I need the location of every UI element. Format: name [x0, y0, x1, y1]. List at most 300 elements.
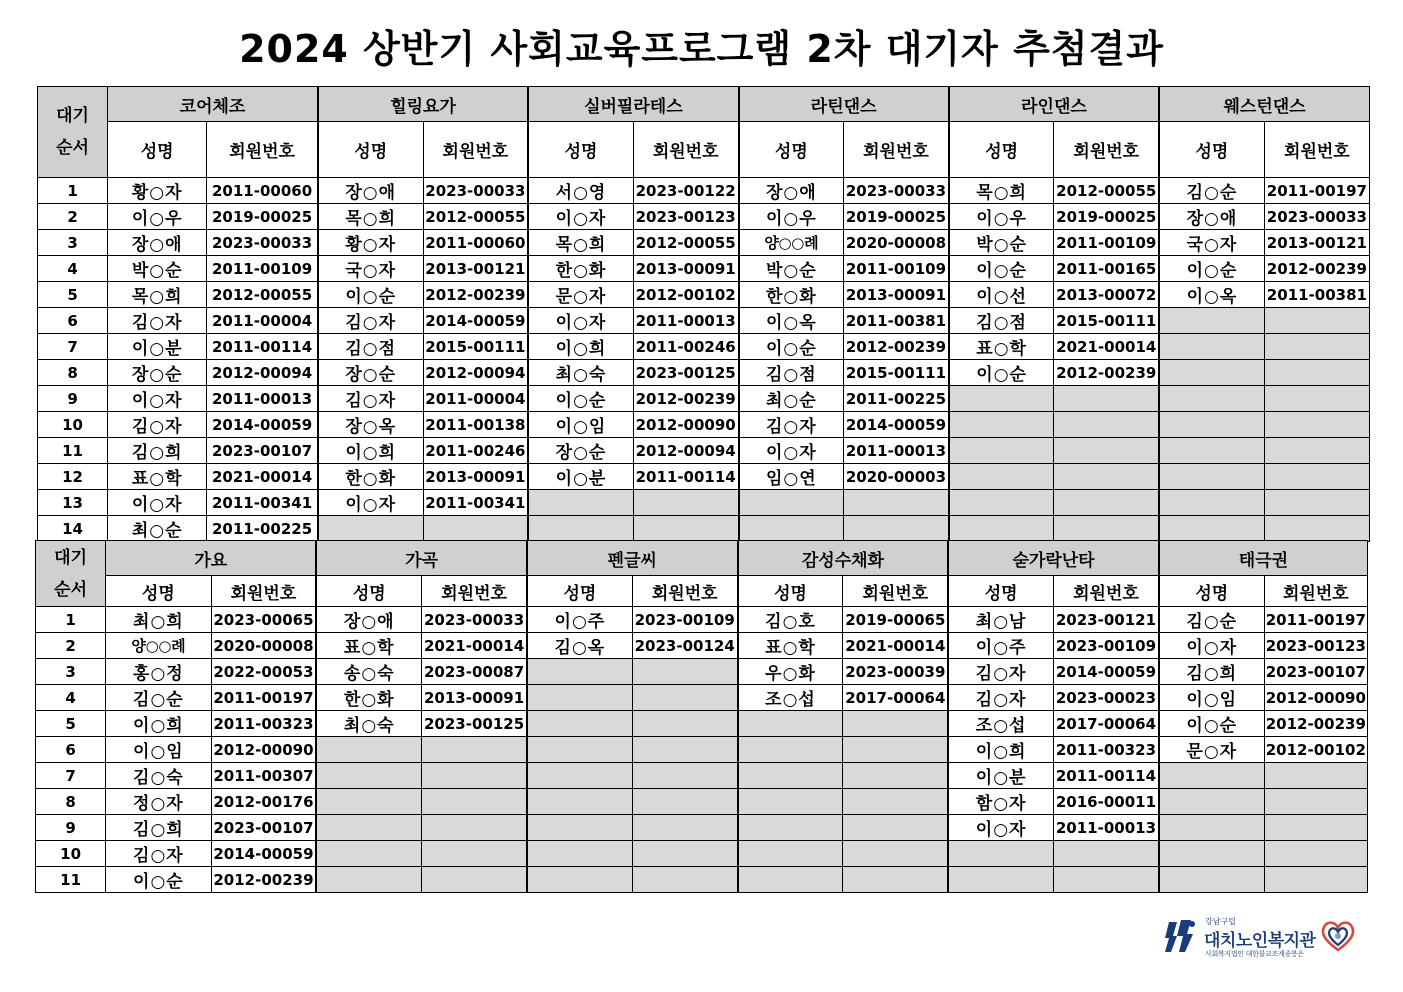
applicant-name: 장○애 [739, 178, 844, 204]
table-row [38, 230, 1370, 256]
table-row [36, 867, 1368, 893]
empty-cell [1054, 867, 1159, 893]
member-number: 2012-00102 [633, 282, 738, 308]
program-name: 가요 [106, 541, 317, 576]
empty-cell [1264, 334, 1369, 360]
member-number: 2011-00060 [207, 178, 318, 204]
member-number: 2012-00094 [423, 360, 528, 386]
logo-corporation: 사회복지법인 대한불교조계종봉은 [1205, 950, 1304, 958]
table-row [36, 711, 1368, 737]
member-number: 2014-00059 [211, 841, 316, 867]
name-column-header: 성명 [948, 576, 1053, 607]
wait-order: 7 [36, 763, 106, 789]
member-number: 2013-00121 [1264, 230, 1369, 256]
wait-order: 5 [38, 282, 108, 308]
empty-cell [1264, 438, 1369, 464]
empty-cell [1264, 412, 1369, 438]
empty-cell [739, 490, 844, 516]
empty-cell [422, 867, 527, 893]
member-number: 2011-00246 [633, 334, 738, 360]
empty-cell [632, 711, 737, 737]
empty-cell [1264, 867, 1367, 893]
applicant-name: 김○자 [106, 841, 211, 867]
member-number: 2023-00033 [423, 178, 528, 204]
applicant-name: 황○자 [108, 178, 207, 204]
member-no-column-header: 회원번호 [843, 576, 948, 607]
applicant-name: 김○자 [318, 308, 423, 334]
member-no-column-header: 회원번호 [844, 122, 949, 178]
applicant-name: 이○옥 [1159, 282, 1264, 308]
table-row [36, 815, 1368, 841]
applicant-name: 이○순 [1159, 256, 1264, 282]
member-number: 2019-00025 [1054, 204, 1159, 230]
table-row [36, 685, 1368, 711]
empty-cell [1264, 841, 1367, 867]
applicant-name: 김○숙 [106, 763, 211, 789]
empty-cell [949, 490, 1054, 516]
member-number: 2023-00121 [1054, 607, 1159, 633]
member-number: 2021-00014 [422, 633, 527, 659]
member-number: 2023-00065 [211, 607, 316, 633]
member-number: 2023-00033 [1264, 204, 1369, 230]
applicant-name: 이○옥 [739, 308, 844, 334]
empty-cell [316, 867, 421, 893]
wait-order: 8 [36, 789, 106, 815]
empty-cell [1159, 386, 1264, 412]
applicant-name: 홍○정 [106, 659, 211, 685]
page-title: 2024 상반기 사회교육프로그램 2차 대기자 추첨결과 [239, 27, 1164, 71]
applicant-name: 양○○례 [106, 633, 211, 659]
empty-cell [1159, 815, 1264, 841]
table-row [38, 308, 1370, 334]
wait-order: 11 [38, 438, 108, 464]
empty-cell [738, 737, 843, 763]
table-row [38, 516, 1370, 542]
empty-cell [316, 841, 421, 867]
wait-order: 12 [38, 464, 108, 490]
member-number: 2011-00109 [844, 256, 949, 282]
empty-cell [1264, 490, 1369, 516]
member-number: 2017-00064 [843, 685, 948, 711]
program-name: 실버필라테스 [528, 87, 738, 122]
applicant-name: 김○자 [948, 659, 1053, 685]
member-number: 2014-00059 [844, 412, 949, 438]
member-number: 2014-00059 [207, 412, 318, 438]
member-number: 2021-00014 [1054, 334, 1159, 360]
member-number: 2023-00107 [211, 815, 316, 841]
empty-cell [949, 438, 1054, 464]
applicant-name: 황○자 [318, 230, 423, 256]
applicant-name: 이○희 [318, 438, 423, 464]
empty-cell [1159, 789, 1264, 815]
applicant-name: 이○자 [528, 308, 633, 334]
applicant-name: 표○학 [316, 633, 421, 659]
member-number: 2023-00124 [632, 633, 737, 659]
empty-cell [1054, 412, 1159, 438]
member-number: 2012-00239 [844, 334, 949, 360]
member-no-column-header: 회원번호 [632, 576, 737, 607]
program-name: 라인댄스 [949, 87, 1159, 122]
empty-cell [844, 516, 949, 542]
member-number: 2023-00033 [207, 230, 318, 256]
empty-cell [949, 516, 1054, 542]
applicant-name: 국○자 [1159, 230, 1264, 256]
empty-cell [527, 841, 632, 867]
applicant-name: 조○섭 [738, 685, 843, 711]
applicant-name: 한○화 [739, 282, 844, 308]
member-no-column-header: 회원번호 [1054, 122, 1159, 178]
empty-cell [1159, 867, 1264, 893]
empty-cell [422, 789, 527, 815]
member-number: 2012-00094 [207, 360, 318, 386]
member-no-column-header: 회원번호 [1264, 576, 1367, 607]
member-number: 2011-00114 [633, 464, 738, 490]
heart-icon [1320, 919, 1356, 953]
table-row [36, 607, 1368, 633]
member-number: 2012-00176 [211, 789, 316, 815]
applicant-name: 조○섭 [948, 711, 1053, 737]
applicant-name: 표○학 [949, 334, 1054, 360]
empty-cell [738, 789, 843, 815]
applicant-name: 이○순 [106, 867, 211, 893]
applicant-name: 김○자 [108, 308, 207, 334]
logo-org-name: 대치노인복지관 [1204, 931, 1316, 951]
order-header-line: 대기 [56, 106, 89, 126]
applicant-name: 표○학 [738, 633, 843, 659]
name-column-header: 성명 [1159, 122, 1264, 178]
empty-cell [632, 841, 737, 867]
empty-cell [843, 867, 948, 893]
member-number: 2015-00111 [1054, 308, 1159, 334]
member-number: 2019-00025 [844, 204, 949, 230]
member-number: 2011-00225 [207, 516, 318, 542]
applicant-name: 이○순 [949, 360, 1054, 386]
applicant-name: 이○주 [527, 607, 632, 633]
member-no-column-header: 회원번호 [633, 122, 738, 178]
empty-cell [632, 789, 737, 815]
name-column-header: 성명 [318, 122, 423, 178]
logo-district: 강남구립 [1205, 917, 1236, 926]
empty-cell [738, 841, 843, 867]
name-column-header: 성명 [316, 576, 421, 607]
member-number: 2012-00239 [1264, 711, 1367, 737]
wait-order: 10 [36, 841, 106, 867]
applicant-name: 김○희 [108, 438, 207, 464]
member-number: 2012-00102 [1264, 737, 1367, 763]
program-name: 펜글씨 [527, 541, 738, 576]
member-number: 2013-00091 [633, 256, 738, 282]
applicant-name: 이○분 [948, 763, 1053, 789]
member-number: 2013-00091 [423, 464, 528, 490]
applicant-name: 함○자 [948, 789, 1053, 815]
wait-order: 3 [38, 230, 108, 256]
member-number: 2023-00107 [1264, 659, 1367, 685]
member-number: 2011-00307 [211, 763, 316, 789]
empty-cell [527, 815, 632, 841]
table-row [36, 763, 1368, 789]
empty-cell [1159, 334, 1264, 360]
table-row [38, 490, 1370, 516]
empty-cell [422, 815, 527, 841]
member-number: 2011-00109 [207, 256, 318, 282]
wait-order: 11 [36, 867, 106, 893]
applicant-name: 김○점 [318, 334, 423, 360]
member-number: 2012-00055 [1054, 178, 1159, 204]
member-number: 2023-00039 [843, 659, 948, 685]
name-column-header: 성명 [528, 122, 633, 178]
member-number: 2012-00094 [633, 438, 738, 464]
member-number: 2011-00114 [207, 334, 318, 360]
member-no-column-header: 회원번호 [207, 122, 318, 178]
applicant-name: 이○자 [318, 490, 423, 516]
applicant-name: 이○희 [528, 334, 633, 360]
applicant-name: 장○옥 [318, 412, 423, 438]
applicant-name: 김○희 [106, 815, 211, 841]
empty-cell [1159, 438, 1264, 464]
waitlist-table-top [37, 86, 1370, 542]
applicant-name: 이○우 [949, 204, 1054, 230]
member-number: 2022-00053 [211, 659, 316, 685]
wait-order: 6 [38, 308, 108, 334]
empty-cell [1264, 789, 1367, 815]
applicant-name: 장○애 [1159, 204, 1264, 230]
empty-cell [738, 815, 843, 841]
applicant-name: 이○우 [739, 204, 844, 230]
empty-cell [949, 412, 1054, 438]
member-number: 2011-00013 [207, 386, 318, 412]
applicant-name: 장○순 [108, 360, 207, 386]
empty-cell [1264, 360, 1369, 386]
member-number: 2011-00004 [207, 308, 318, 334]
table-row [36, 789, 1368, 815]
applicant-name: 김○순 [1159, 607, 1264, 633]
empty-cell [527, 685, 632, 711]
empty-cell [632, 867, 737, 893]
name-column-header: 성명 [106, 576, 211, 607]
name-column-header: 성명 [738, 576, 843, 607]
member-no-column-header: 회원번호 [211, 576, 316, 607]
program-name: 가곡 [316, 541, 527, 576]
empty-cell [949, 386, 1054, 412]
applicant-name: 김○희 [1159, 659, 1264, 685]
empty-cell [1264, 763, 1367, 789]
applicant-name: 이○희 [106, 711, 211, 737]
member-number: 2011-00381 [1264, 282, 1369, 308]
table-row [38, 464, 1370, 490]
order-header-line: 대기 [54, 547, 88, 568]
empty-cell [1159, 841, 1264, 867]
applicant-name: 이○임 [106, 737, 211, 763]
applicant-name: 서○영 [528, 178, 633, 204]
applicant-name: 이○선 [949, 282, 1054, 308]
wait-order: 6 [36, 737, 106, 763]
member-number: 2011-00225 [844, 386, 949, 412]
applicant-name: 김○점 [949, 308, 1054, 334]
empty-cell [843, 711, 948, 737]
empty-cell [1054, 464, 1159, 490]
applicant-name: 김○호 [738, 607, 843, 633]
empty-cell [318, 516, 423, 542]
member-number: 2023-00107 [207, 438, 318, 464]
member-number: 2011-00323 [211, 711, 316, 737]
table-row [36, 633, 1368, 659]
applicant-name: 장○순 [318, 360, 423, 386]
member-number: 2011-00246 [423, 438, 528, 464]
empty-cell [633, 490, 738, 516]
empty-cell [422, 763, 527, 789]
member-number: 2011-00138 [423, 412, 528, 438]
empty-cell [949, 464, 1054, 490]
member-number: 2023-00033 [844, 178, 949, 204]
empty-cell [738, 711, 843, 737]
empty-cell [632, 815, 737, 841]
member-number: 2023-00033 [422, 607, 527, 633]
empty-cell [843, 763, 948, 789]
wait-order: 9 [36, 815, 106, 841]
name-column-header: 성명 [527, 576, 632, 607]
applicant-name: 김○자 [948, 685, 1053, 711]
empty-cell [1054, 516, 1159, 542]
applicant-name: 김○옥 [527, 633, 632, 659]
program-header-row [36, 541, 1368, 576]
member-number: 2020-00008 [211, 633, 316, 659]
member-number: 2013-00091 [844, 282, 949, 308]
wait-order: 8 [38, 360, 108, 386]
member-number: 2023-00125 [633, 360, 738, 386]
applicant-name: 이○자 [1159, 633, 1264, 659]
applicant-name: 정○자 [106, 789, 211, 815]
member-no-column-header: 회원번호 [422, 576, 527, 607]
applicant-name: 한○화 [528, 256, 633, 282]
empty-cell [527, 789, 632, 815]
member-number: 2012-00239 [633, 386, 738, 412]
applicant-name: 이○분 [528, 464, 633, 490]
member-number: 2020-00008 [844, 230, 949, 256]
applicant-name: 문○자 [1159, 737, 1264, 763]
empty-cell [1054, 841, 1159, 867]
empty-cell [738, 763, 843, 789]
member-number: 2011-00004 [423, 386, 528, 412]
member-number: 2012-00055 [633, 230, 738, 256]
empty-cell [422, 841, 527, 867]
empty-cell [316, 737, 421, 763]
applicant-name: 최○숙 [316, 711, 421, 737]
column-header-row [38, 122, 1370, 178]
member-number: 2023-00125 [422, 711, 527, 737]
name-column-header: 성명 [739, 122, 844, 178]
applicant-name: 목○희 [528, 230, 633, 256]
applicant-name: 최○숙 [528, 360, 633, 386]
empty-cell [527, 737, 632, 763]
member-number: 2011-00323 [1054, 737, 1159, 763]
applicant-name: 송○숙 [316, 659, 421, 685]
name-column-header: 성명 [1159, 576, 1264, 607]
empty-cell [632, 737, 737, 763]
empty-cell [1054, 490, 1159, 516]
applicant-name: 김○자 [108, 412, 207, 438]
logo-mark-icon [1163, 918, 1197, 954]
applicant-name: 임○연 [739, 464, 844, 490]
empty-cell [1264, 815, 1367, 841]
empty-cell [1159, 412, 1264, 438]
empty-cell [843, 789, 948, 815]
applicant-name: 최○순 [739, 386, 844, 412]
wait-order: 4 [36, 685, 106, 711]
empty-cell [632, 685, 737, 711]
applicant-name: 이○순 [528, 386, 633, 412]
empty-cell [1159, 516, 1264, 542]
wait-order: 14 [38, 516, 108, 542]
empty-cell [527, 763, 632, 789]
program-name: 숟가락난타 [948, 541, 1159, 576]
empty-cell [1159, 490, 1264, 516]
member-number: 2012-00239 [1054, 360, 1159, 386]
member-number: 2021-00014 [207, 464, 318, 490]
table-row [38, 334, 1370, 360]
applicant-name: 목○희 [108, 282, 207, 308]
applicant-name: 이○순 [318, 282, 423, 308]
empty-cell [1159, 464, 1264, 490]
applicant-name: 이○순 [1159, 711, 1264, 737]
applicant-name: 양○○례 [739, 230, 844, 256]
member-number: 2019-00065 [843, 607, 948, 633]
empty-cell [1159, 360, 1264, 386]
table-row [38, 204, 1370, 230]
applicant-name: 표○학 [108, 464, 207, 490]
applicant-name: 우○화 [738, 659, 843, 685]
wait-order: 2 [38, 204, 108, 230]
empty-cell [527, 867, 632, 893]
wait-order: 13 [38, 490, 108, 516]
wait-order: 2 [36, 633, 106, 659]
applicant-name: 박○순 [739, 256, 844, 282]
empty-cell [1159, 763, 1264, 789]
member-number: 2016-00011 [1054, 789, 1159, 815]
column-header-row [36, 576, 1368, 607]
applicant-name: 장○애 [108, 230, 207, 256]
empty-cell [316, 789, 421, 815]
empty-cell [844, 490, 949, 516]
applicant-name: 이○우 [108, 204, 207, 230]
member-number: 2023-00122 [633, 178, 738, 204]
member-number: 2012-00239 [423, 282, 528, 308]
table-row [38, 438, 1370, 464]
member-number: 2014-00059 [423, 308, 528, 334]
waitlist-table-bottom [35, 540, 1368, 893]
organization-logo [1163, 916, 1363, 960]
wait-order: 10 [38, 412, 108, 438]
order-header-line: 순서 [54, 579, 88, 600]
member-number: 2015-00111 [423, 334, 528, 360]
applicant-name: 한○화 [316, 685, 421, 711]
program-name: 태극권 [1159, 541, 1368, 576]
applicant-name: 박○순 [108, 256, 207, 282]
applicant-name: 이○자 [739, 438, 844, 464]
member-number: 2014-00059 [1054, 659, 1159, 685]
applicant-name: 김○순 [106, 685, 211, 711]
applicant-name: 한○화 [318, 464, 423, 490]
applicant-name: 이○자 [948, 815, 1053, 841]
member-number: 2011-00013 [1054, 815, 1159, 841]
table-row [38, 412, 1370, 438]
member-number: 2011-00341 [423, 490, 528, 516]
member-number: 2012-00090 [633, 412, 738, 438]
member-number: 2012-00239 [211, 867, 316, 893]
applicant-name: 김○자 [318, 386, 423, 412]
applicant-name: 이○자 [108, 386, 207, 412]
wait-order: 1 [38, 178, 108, 204]
member-number: 2011-00197 [211, 685, 316, 711]
